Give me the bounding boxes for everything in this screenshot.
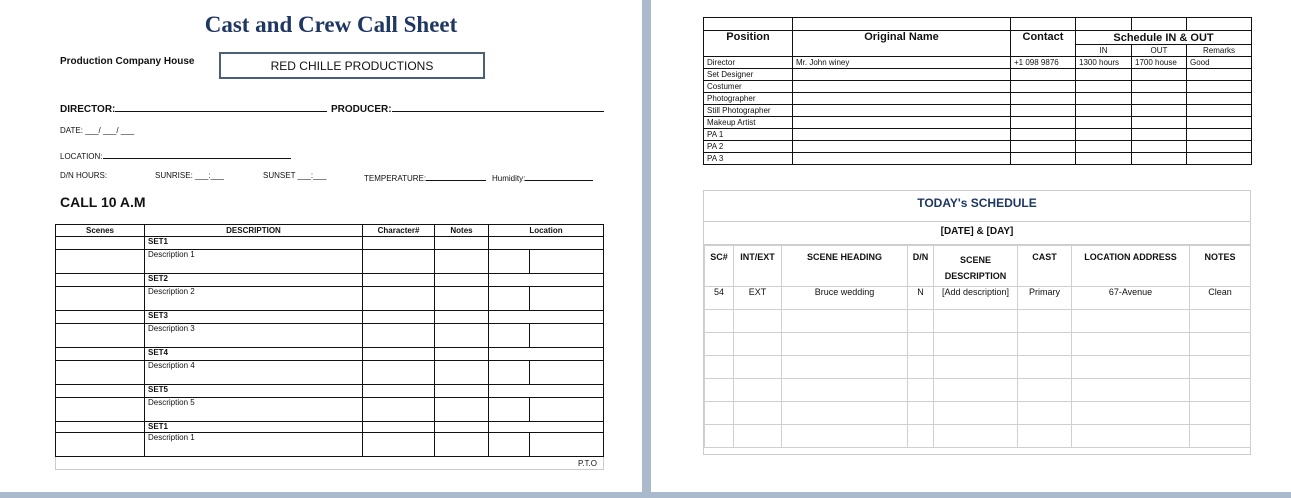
humidity-label: Humidity: — [492, 174, 526, 183]
character-cell[interactable] — [363, 385, 435, 398]
set-label: SET4 — [145, 348, 363, 361]
set-row — [56, 237, 604, 250]
schedule-notes[interactable] — [1190, 425, 1251, 448]
crew-position: Set Designer — [704, 69, 793, 81]
scene-col-header-description: DESCRIPTION — [145, 225, 363, 237]
crew-position: Photographer — [704, 93, 793, 105]
schedule-cast[interactable] — [1018, 379, 1072, 402]
crew-in[interactable] — [1076, 129, 1132, 141]
location-cell-b[interactable] — [530, 361, 604, 385]
crew-name[interactable] — [793, 105, 1011, 117]
crew-name[interactable] — [793, 153, 1011, 165]
crew-out[interactable] — [1132, 93, 1187, 105]
scene-table-footer-row — [56, 457, 604, 470]
crew-remarks[interactable] — [1187, 69, 1252, 81]
schedule-scene-heading[interactable] — [782, 425, 908, 448]
humidity-field[interactable] — [492, 171, 593, 183]
description-row — [56, 361, 604, 385]
production-company-label: Production Company House — [60, 56, 195, 67]
temperature-field[interactable] — [364, 171, 486, 183]
location-cell[interactable] — [489, 385, 604, 398]
crew-col-header-schedule: Schedule IN & OUT — [1076, 31, 1252, 45]
schedule-date-day[interactable]: [DATE] & [DAY] — [704, 222, 1250, 245]
crew-row — [704, 141, 1252, 153]
scenes-cell[interactable] — [56, 348, 145, 361]
schedule-notes[interactable] — [1190, 310, 1251, 333]
scene-col-header-scenes: Scenes — [56, 225, 145, 237]
scenes-cell[interactable] — [56, 361, 145, 385]
location-cell-a[interactable] — [489, 398, 530, 422]
scenes-cell[interactable] — [56, 385, 145, 398]
crew-position: Costumer — [704, 81, 793, 93]
crew-out[interactable] — [1132, 141, 1187, 153]
crew-row — [704, 129, 1252, 141]
schedule-int-ext[interactable] — [734, 425, 782, 448]
crew-contact[interactable] — [1011, 129, 1076, 141]
notes-cell[interactable] — [435, 311, 489, 324]
schedule-notes[interactable] — [1190, 402, 1251, 425]
scenes-cell[interactable] — [56, 237, 145, 250]
character-cell[interactable] — [363, 324, 435, 348]
location-cell-b[interactable] — [530, 398, 604, 422]
schedule-scene-description[interactable] — [934, 356, 1018, 379]
notes-cell[interactable] — [435, 433, 489, 457]
pto-note: P.T.O — [56, 457, 604, 470]
schedule-col-cast: CAST — [1018, 246, 1072, 287]
crew-name[interactable] — [793, 69, 1011, 81]
blank-cell — [704, 18, 793, 31]
blank-cell — [793, 18, 1011, 31]
crew-name[interactable] — [793, 117, 1011, 129]
schedule-col-dn: D/N — [908, 246, 934, 287]
temperature-line — [426, 171, 486, 181]
description-row — [56, 250, 604, 274]
schedule-panel — [703, 190, 1251, 455]
schedule-int-ext[interactable]: EXT — [734, 287, 782, 310]
crew-position: PA 2 — [704, 141, 793, 153]
crew-contact[interactable] — [1011, 153, 1076, 165]
set-label: SET3 — [145, 311, 363, 324]
crew-out[interactable]: 1700 house — [1132, 57, 1187, 69]
sunset-field[interactable] — [263, 171, 326, 180]
description-row — [56, 398, 604, 422]
crew-name[interactable]: Mr. John winey — [793, 57, 1011, 69]
schedule-notes[interactable] — [1190, 333, 1251, 356]
director-field[interactable] — [60, 102, 327, 115]
crew-name[interactable] — [793, 129, 1011, 141]
schedule-int-ext[interactable] — [734, 333, 782, 356]
schedule-location-address[interactable] — [1072, 425, 1190, 448]
scenes-cell[interactable] — [56, 324, 145, 348]
crew-row — [704, 57, 1252, 69]
location-field[interactable] — [60, 149, 291, 161]
schedule-row — [705, 425, 1251, 448]
schedule-scene-description[interactable] — [934, 333, 1018, 356]
schedule-table — [704, 245, 1251, 448]
schedule-location-address[interactable] — [1072, 333, 1190, 356]
schedule-cast[interactable] — [1018, 333, 1072, 356]
schedule-sc[interactable] — [705, 356, 734, 379]
schedule-dn[interactable] — [908, 333, 934, 356]
notes-cell[interactable] — [435, 237, 489, 250]
scenes-cell[interactable] — [56, 250, 145, 274]
schedule-cast[interactable]: Primary — [1018, 287, 1072, 310]
crew-out[interactable] — [1132, 129, 1187, 141]
schedule-dn[interactable] — [908, 310, 934, 333]
crew-row — [704, 69, 1252, 81]
location-label: LOCATION: — [60, 152, 103, 161]
left-page — [0, 0, 642, 492]
notes-cell[interactable] — [435, 274, 489, 287]
crew-contact[interactable] — [1011, 93, 1076, 105]
location-cell-b[interactable] — [530, 250, 604, 274]
crew-row — [704, 117, 1252, 129]
producer-label: PRODUCER: — [331, 104, 392, 115]
schedule-dn[interactable] — [908, 402, 934, 425]
crew-remarks[interactable] — [1187, 129, 1252, 141]
production-company-box[interactable] — [219, 52, 485, 79]
description-text[interactable]: Description 4 — [145, 361, 363, 385]
schedule-cast[interactable] — [1018, 425, 1072, 448]
notes-cell[interactable] — [435, 348, 489, 361]
notes-cell[interactable] — [435, 250, 489, 274]
schedule-row — [705, 402, 1251, 425]
schedule-scene-description[interactable] — [934, 310, 1018, 333]
crew-col-header-position: Position — [704, 31, 793, 57]
schedule-col-scene-description: SCENE DESCRIPTION — [934, 246, 1018, 287]
sunrise-value: ___:___ — [195, 171, 224, 180]
crew-remarks[interactable] — [1187, 153, 1252, 165]
crew-out[interactable] — [1132, 117, 1187, 129]
schedule-cast[interactable] — [1018, 356, 1072, 379]
set-row — [56, 274, 604, 287]
schedule-cast[interactable] — [1018, 402, 1072, 425]
crew-contact[interactable] — [1011, 105, 1076, 117]
crew-col-header-original-name: Original Name — [793, 31, 1011, 57]
date-field[interactable]: DATE: ___/ ___/ ___ — [60, 126, 135, 135]
schedule-scene-heading[interactable] — [782, 310, 908, 333]
schedule-notes[interactable]: Clean — [1190, 287, 1251, 310]
schedule-scene-heading[interactable]: Bruce wedding — [782, 287, 908, 310]
scene-col-header-notes: Notes — [435, 225, 489, 237]
producer-field[interactable] — [331, 102, 604, 115]
crew-row — [704, 81, 1252, 93]
sunset-label: SUNSET — [263, 171, 296, 180]
set-label: SET2 — [145, 274, 363, 287]
schedule-location-address[interactable] — [1072, 402, 1190, 425]
crew-header-row — [704, 31, 1252, 45]
character-cell[interactable] — [363, 274, 435, 287]
scenes-cell[interactable] — [56, 433, 145, 457]
schedule-dn[interactable] — [908, 425, 934, 448]
character-cell[interactable] — [363, 237, 435, 250]
crew-name[interactable] — [793, 81, 1011, 93]
crew-position: Director — [704, 57, 793, 69]
location-line — [103, 149, 291, 159]
crew-remarks[interactable] — [1187, 81, 1252, 93]
set-row — [56, 311, 604, 324]
dn-hours-label: D/N HOURS: — [60, 171, 108, 180]
character-cell[interactable] — [363, 250, 435, 274]
crew-position: Makeup Artist — [704, 117, 793, 129]
schedule-scene-heading[interactable] — [782, 402, 908, 425]
crew-remarks[interactable] — [1187, 105, 1252, 117]
schedule-scene-heading[interactable] — [782, 379, 908, 402]
notes-cell[interactable] — [435, 324, 489, 348]
scenes-cell[interactable] — [56, 422, 145, 433]
description-row — [56, 287, 604, 311]
crew-contact[interactable] — [1011, 69, 1076, 81]
schedule-cast[interactable] — [1018, 310, 1072, 333]
schedule-sc[interactable] — [705, 402, 734, 425]
crew-subheader-in: IN — [1076, 45, 1132, 57]
crew-row — [704, 105, 1252, 117]
set-row — [56, 385, 604, 398]
location-cell-b[interactable] — [530, 287, 604, 311]
notes-cell[interactable] — [435, 398, 489, 422]
set-label: SET5 — [145, 385, 363, 398]
schedule-location-address[interactable] — [1072, 356, 1190, 379]
schedule-scene-heading[interactable] — [782, 356, 908, 379]
crew-col-header-contact: Contact — [1011, 31, 1076, 57]
crew-position: PA 3 — [704, 153, 793, 165]
set-row — [56, 422, 604, 433]
scene-table-header-row — [56, 225, 604, 237]
character-cell[interactable] — [363, 348, 435, 361]
blank-cell — [1132, 18, 1187, 31]
crew-contact[interactable] — [1011, 81, 1076, 93]
crew-contact[interactable]: +1 098 9876 — [1011, 57, 1076, 69]
character-cell[interactable] — [363, 433, 435, 457]
schedule-location-address[interactable] — [1072, 379, 1190, 402]
notes-cell[interactable] — [435, 361, 489, 385]
crew-table — [703, 17, 1252, 165]
schedule-notes[interactable] — [1190, 379, 1251, 402]
sunrise-label: SUNRISE: — [155, 171, 193, 180]
schedule-row — [705, 379, 1251, 402]
scenes-cell[interactable] — [56, 274, 145, 287]
scenes-cell[interactable] — [56, 311, 145, 324]
schedule-header-row — [705, 246, 1251, 287]
schedule-scene-heading[interactable] — [782, 333, 908, 356]
schedule-col-sc: SC# — [705, 246, 734, 287]
sunset-value: ___:___ — [297, 171, 327, 180]
schedule-dn[interactable] — [908, 356, 934, 379]
right-page — [651, 0, 1291, 492]
schedule-row — [705, 287, 1251, 310]
location-cell[interactable] — [489, 348, 604, 361]
production-company-value: RED CHILLE PRODUCTIONS — [270, 59, 434, 73]
schedule-col-int-ext: INT/EXT — [734, 246, 782, 287]
character-cell[interactable] — [363, 361, 435, 385]
sunrise-field[interactable] — [155, 171, 224, 180]
crew-contact[interactable] — [1011, 141, 1076, 153]
crew-subheader-out: OUT — [1132, 45, 1187, 57]
schedule-location-address[interactable] — [1072, 310, 1190, 333]
schedule-row — [705, 356, 1251, 379]
location-cell[interactable] — [489, 422, 604, 433]
description-text[interactable]: Description 5 — [145, 398, 363, 422]
location-cell[interactable] — [489, 311, 604, 324]
notes-cell[interactable] — [435, 422, 489, 433]
crew-remarks[interactable] — [1187, 141, 1252, 153]
notes-cell[interactable] — [435, 385, 489, 398]
crew-contact[interactable] — [1011, 117, 1076, 129]
character-cell[interactable] — [363, 311, 435, 324]
character-cell[interactable] — [363, 287, 435, 311]
location-cell[interactable] — [489, 274, 604, 287]
description-text[interactable]: Description 2 — [145, 287, 363, 311]
description-text[interactable]: Description 1 — [145, 250, 363, 274]
crew-name[interactable] — [793, 93, 1011, 105]
schedule-int-ext[interactable] — [734, 356, 782, 379]
location-cell-b[interactable] — [530, 433, 604, 457]
crew-subheader-remarks: Remarks — [1187, 45, 1252, 57]
schedule-int-ext[interactable] — [734, 402, 782, 425]
call-time: CALL 10 A.M — [60, 194, 146, 210]
crew-in[interactable] — [1076, 141, 1132, 153]
scene-col-header-character: Character# — [363, 225, 435, 237]
schedule-sc[interactable] — [705, 333, 734, 356]
crew-in[interactable] — [1076, 105, 1132, 117]
scene-table — [55, 224, 604, 470]
crew-blank-top-row — [704, 18, 1252, 31]
scene-col-header-location: Location — [489, 225, 604, 237]
location-cell-a[interactable] — [489, 433, 530, 457]
crew-position: Still Photographer — [704, 105, 793, 117]
schedule-scene-description[interactable] — [934, 379, 1018, 402]
description-row — [56, 433, 604, 457]
director-label: DIRECTOR: — [60, 104, 116, 115]
schedule-dn[interactable]: N — [908, 287, 934, 310]
character-cell[interactable] — [363, 398, 435, 422]
crew-out[interactable] — [1132, 69, 1187, 81]
notes-cell[interactable] — [435, 287, 489, 311]
set-row — [56, 348, 604, 361]
crew-remarks[interactable]: Good — [1187, 57, 1252, 69]
location-cell[interactable] — [489, 237, 604, 250]
schedule-scene-description[interactable] — [934, 402, 1018, 425]
location-cell-a[interactable] — [489, 324, 530, 348]
description-row — [56, 324, 604, 348]
schedule-sc[interactable] — [705, 425, 734, 448]
crew-position: PA 1 — [704, 129, 793, 141]
schedule-scene-description[interactable]: [Add description] — [934, 287, 1018, 310]
crew-row — [704, 93, 1252, 105]
crew-in[interactable]: 1300 hours — [1076, 57, 1132, 69]
crew-remarks[interactable] — [1187, 117, 1252, 129]
schedule-notes[interactable] — [1190, 356, 1251, 379]
scenes-cell[interactable] — [56, 287, 145, 311]
schedule-int-ext[interactable] — [734, 310, 782, 333]
temperature-label: TEMPERATURE: — [364, 174, 427, 183]
character-cell[interactable] — [363, 422, 435, 433]
humidity-line — [525, 171, 593, 181]
producer-line — [392, 102, 604, 112]
schedule-row — [705, 310, 1251, 333]
set-label: SET1 — [145, 422, 363, 433]
location-cell-b[interactable] — [530, 324, 604, 348]
description-text[interactable]: Description 1 — [145, 433, 363, 457]
schedule-sc[interactable] — [705, 310, 734, 333]
schedule-row — [705, 333, 1251, 356]
crew-in[interactable] — [1076, 117, 1132, 129]
schedule-col-location-address: LOCATION ADDRESS — [1072, 246, 1190, 287]
blank-cell — [1076, 18, 1132, 31]
description-text[interactable]: Description 3 — [145, 324, 363, 348]
crew-out[interactable] — [1132, 81, 1187, 93]
director-line — [115, 102, 327, 112]
schedule-dn[interactable] — [908, 379, 934, 402]
page-title: Cast and Crew Call Sheet — [204, 12, 458, 37]
crew-in[interactable] — [1076, 93, 1132, 105]
schedule-int-ext[interactable] — [734, 379, 782, 402]
blank-cell — [1011, 18, 1076, 31]
crew-in[interactable] — [1076, 81, 1132, 93]
schedule-title: TODAY's SCHEDULE — [704, 191, 1250, 222]
crew-name[interactable] — [793, 141, 1011, 153]
blank-cell — [1187, 18, 1252, 31]
location-cell-a[interactable] — [489, 361, 530, 385]
set-label: SET1 — [145, 237, 363, 250]
schedule-col-notes: NOTES — [1190, 246, 1251, 287]
crew-in[interactable] — [1076, 153, 1132, 165]
schedule-location-address[interactable]: 67-Avenue — [1072, 287, 1190, 310]
schedule-sc[interactable] — [705, 379, 734, 402]
location-cell-a[interactable] — [489, 287, 530, 311]
crew-row — [704, 153, 1252, 165]
location-cell-a[interactable] — [489, 250, 530, 274]
schedule-sc[interactable]: 54 — [705, 287, 734, 310]
crew-out[interactable] — [1132, 153, 1187, 165]
crew-remarks[interactable] — [1187, 93, 1252, 105]
schedule-col-scene-heading: SCENE HEADING — [782, 246, 908, 287]
crew-in[interactable] — [1076, 69, 1132, 81]
scenes-cell[interactable] — [56, 398, 145, 422]
crew-out[interactable] — [1132, 105, 1187, 117]
schedule-scene-description[interactable] — [934, 425, 1018, 448]
